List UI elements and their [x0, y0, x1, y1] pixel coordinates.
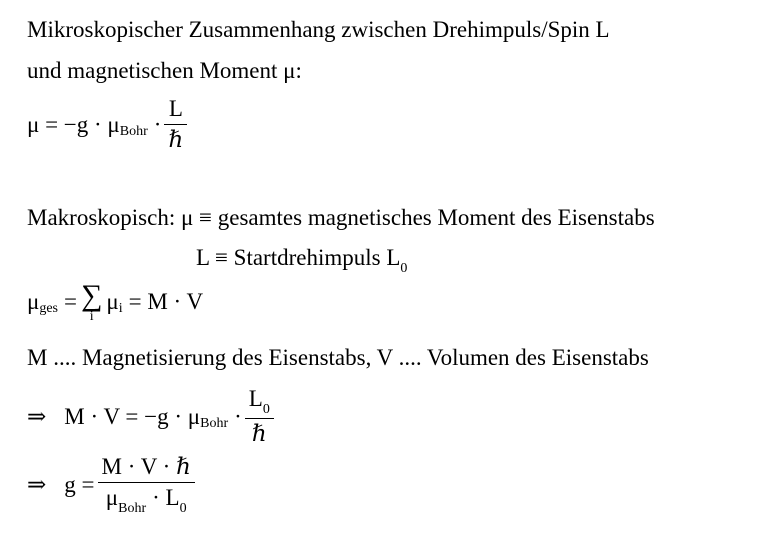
- eq3-numerator: [245, 386, 274, 418]
- eq2-sum-index: i: [89, 309, 94, 324]
- text-line-magnetization-volume: M .... Magnetisierung des Eisenstabs, V .... Volumen des Eisenstabs: [27, 345, 649, 370]
- eq3-fraction: [245, 386, 274, 447]
- eq1-dot: ·: [153, 111, 162, 137]
- eq4-den-subscript-0: 0: [179, 501, 187, 516]
- eq4-lhs: g =: [64, 471, 95, 497]
- equation-mu-total: [27, 280, 203, 324]
- eq4-den-rest: · L: [152, 485, 180, 510]
- text-line-magnetic-moment: und magnetischen Moment μ:: [27, 58, 302, 83]
- eq4-numerator: M · V · ℏ: [101, 454, 191, 479]
- eq3-dot: ·: [234, 403, 242, 429]
- text-line-start-angular-momentum: [196, 244, 407, 276]
- eq4-den-mu: μ: [105, 485, 119, 510]
- equation-mv: [27, 386, 277, 447]
- eq1-fraction: [164, 96, 187, 153]
- eq2-subscript-ges: ges: [39, 301, 59, 316]
- eq4-fraction: [98, 454, 195, 515]
- eq4-denominator: [102, 483, 191, 515]
- eq1-lhs: μ = −g · μ: [27, 111, 120, 137]
- eq2-equals: =: [64, 289, 77, 314]
- implies-arrow-icon: ⇒: [27, 471, 47, 497]
- implies-arrow-icon: ⇒: [27, 403, 47, 429]
- eq2-summation: [81, 280, 102, 324]
- eq3-numerator-L: L: [248, 386, 263, 411]
- equation-mu-definition: [27, 96, 190, 153]
- eq3-subscript-bohr: Bohr: [200, 415, 229, 431]
- eq3-denominator: ℏ: [251, 421, 267, 446]
- eq1-numerator: L: [168, 96, 183, 121]
- eq2-rhs: = M · V: [128, 289, 204, 314]
- summation-icon: ∑: [81, 279, 103, 312]
- eq3-lhs: M · V = −g · μ: [64, 403, 201, 429]
- line4-text: L ≡ Startdrehimpuls L: [196, 245, 401, 270]
- line4-subscript: 0: [400, 261, 408, 276]
- eq1-denominator: ℏ: [168, 127, 184, 152]
- eq1-subscript-bohr: Bohr: [119, 123, 148, 139]
- eq2-mu: μ: [27, 289, 40, 314]
- text-line-macroscopic: Makroskopisch: μ ≡ gesamtes magnetisches Moment des Eisenstabs: [27, 205, 655, 230]
- text-line-microscopic: Mikroskopischer Zusammenhang zwischen Drehimpuls/Spin L: [27, 17, 610, 42]
- equation-g-factor: [27, 454, 198, 515]
- eq3-numerator-subscript: 0: [262, 402, 270, 417]
- eq4-den-subscript-bohr: Bohr: [118, 501, 147, 516]
- eq2-subscript-i: i: [118, 301, 123, 316]
- eq2-mu-i: μ: [106, 289, 119, 314]
